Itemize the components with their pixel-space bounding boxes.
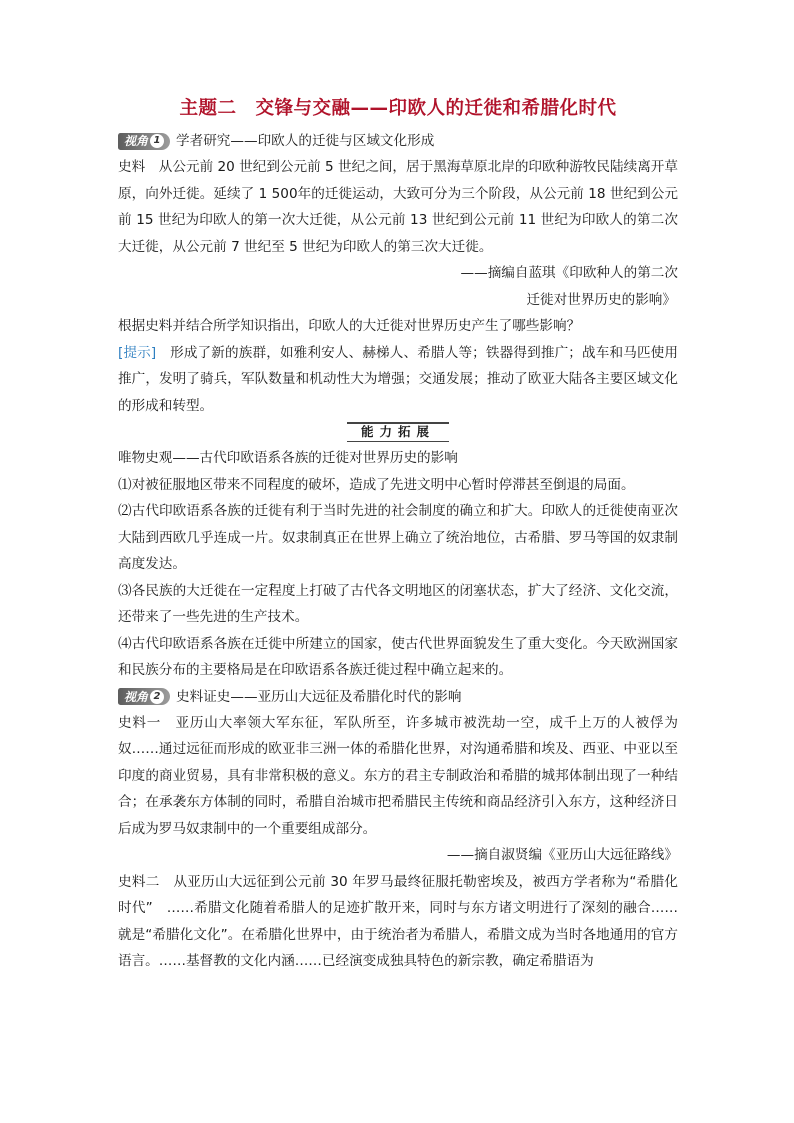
section-2-heading: 史料证史——亚历山大远征及希腊化时代的影响 xyxy=(176,688,462,705)
section-1-header xyxy=(118,128,678,154)
page-title: 主题二 交锋与交融——印欧人的迁徙和希腊化时代 xyxy=(179,98,617,119)
section-1-heading: 学者研究——印欧人的迁徙与区域文化形成 xyxy=(176,133,435,149)
ability-item-2: ⑵古代印欧语系各族的迁徙有利于当时先进的社会制度的确立和扩大。印欧人的迁徙使南亚次大陆到西欧几乎连成一片。奴隶制真正在世界上确立了统治地位，古希腊、罗马等国的奴隶制高度发达。 xyxy=(118,503,678,572)
document-content xyxy=(118,96,678,975)
ability-item-1: ⑴对被征服地区带来不同程度的破坏，造成了先进文明中心暂时停滞甚至倒退的局面。 xyxy=(118,476,635,493)
section-2-header xyxy=(118,684,678,710)
source-1-citation: ——摘自淑贤编《亚历山大远征路线》 xyxy=(446,847,678,863)
badge-label: 视角 xyxy=(124,689,149,704)
source-1-text: 史料一 亚历山大率领大军东征，军队所至，许多城市被洗劫一空，成千上万的人被俘为奴……通过远征而形成的欧亚非三洲一体的希腊化世界，对沟通希腊和埃及、西亚、中亚以至印度的商业贸易，具有非常积极的意义。东方的君主专制政治和希腊的城邦体制出现了一种结合；在承袭东方体制的同时，希腊自治城市把希腊民主传统和商品经济引入东方，这种经济日后成为罗马奴隶制中的一个重要组成部分。 xyxy=(118,714,678,837)
ability-item-4: ⑷古代印欧语系各族在迁徙中所建立的国家，使古代世界面貌发生了重大变化。今天欧洲国家和民族分布的主要格局是在印欧语系各族迁徙过程中确立起来的。 xyxy=(118,635,678,678)
ability-heading-wrap xyxy=(118,421,678,443)
badge-number: 2 xyxy=(150,690,164,704)
hint-text: 形成了新的族群，如雅利安人、赫梯人、希腊人等；铁器得到推广；战车和马匹使用推广，发明了骑兵，军队数量和机动性大为增强；交通发展；推动了欧亚大陆各主要区域文化的形成和转型。 xyxy=(118,344,679,414)
ability-heading: 能力拓展 xyxy=(347,421,449,443)
badge-label: 视角 xyxy=(124,134,149,148)
ability-item-3: ⑶各民族的大迁徙在一定程度上打破了古代各文明地区的闭塞状态，扩大了经济、文化交流，还带来了一些先进的生产技术。 xyxy=(118,582,678,625)
citation-line-2: 迁徙对世界历史的影响》 xyxy=(526,291,676,308)
badge-number: 1 xyxy=(150,134,164,148)
ability-intro: 唯物史观——古代印欧语系各族的迁徙对世界历史的影响 xyxy=(118,450,458,466)
citation-line-1: ——摘编自蓝琪《印欧种人的第二次 xyxy=(460,265,678,281)
source-text: 史料 从公元前 20 世纪到公元前 5 世纪之间，居于黑海草原北岸的印欧种游牧民陆续离开草原，向外迁徙。延续了 1 500年的迁徙运动，大致可分为三个阶段，从公元前 18 世纪到公元前 15 世纪为印欧人的第一次大迁徙，从公元前 13 世纪到公元前 11 世纪为印欧人的第二次大迁徙，从公元前 7 世纪至 5 世纪为印欧人的第三次大迁徙。 xyxy=(118,159,678,255)
perspective-badge-2 xyxy=(118,688,170,705)
hint-paragraph xyxy=(118,340,678,420)
perspective-badge-1 xyxy=(118,133,170,150)
hint-label: [提示] xyxy=(118,344,157,361)
question-text: 根据史料并结合所学知识指出，印欧人的大迁徙对世界历史产生了哪些影响？ xyxy=(118,318,581,334)
source-2-text: 史料二 从亚历山大远征到公元前 30 年罗马最终征服托勒密埃及，被西方学者称为“希腊化时代” ……希腊文化随着希腊人的足迹扩散开来，同时与东方诸文明进行了深刻的融合……就是“希腊化文化”。在希腊化世界中，由于统治者为希腊人，希腊文成为当时各地通用的官方语言。……基督教的文化内涵……已经演变成独具特色的新宗教，确定希腊语为 xyxy=(118,873,678,969)
